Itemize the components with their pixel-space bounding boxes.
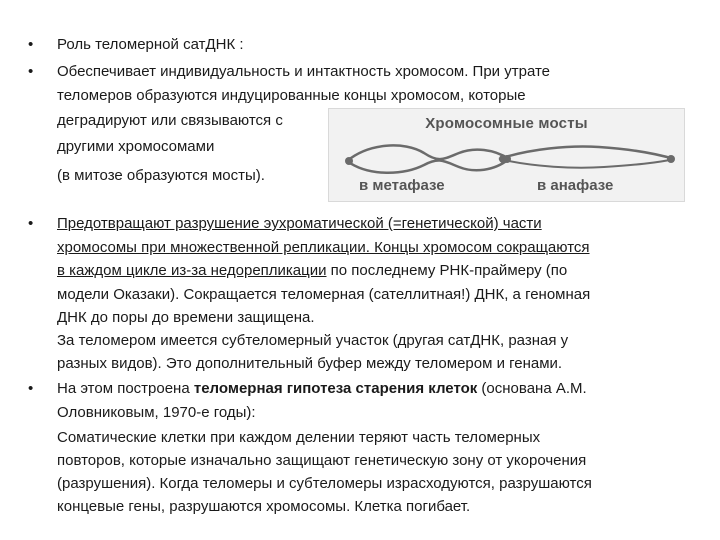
section3-line-1 — [57, 377, 587, 400]
section3-line-6: концевые гены, разрушаются хромосомы. Клетка погибает. — [57, 498, 471, 515]
anaphase-centromere-left — [499, 155, 507, 163]
section3-line-5: (разрушения). Когда теломеры и субтеломеры израсходуются, разрушаются — [57, 475, 592, 492]
bullet-4: • — [28, 380, 34, 397]
bullet-3: • — [28, 215, 34, 232]
section2-underlined-1: Предотвращают разрушение эухроматической (=генетической) части — [57, 215, 542, 232]
anaphase-centromere-right — [667, 155, 675, 163]
label-metaphase: в метафазе — [359, 177, 445, 194]
section1-line-3: деградируют или связываются с — [57, 112, 283, 129]
bullet-1: • — [28, 36, 34, 53]
section3-line-3: Соматические клетки при каждом делении теряют часть теломерных — [57, 429, 541, 446]
section3-line-2: Оловниковым, 1970-е годы): — [57, 404, 256, 421]
section2-line-6: За теломером имеется субтеломерный участок (другая сатДНК, разная у — [57, 332, 569, 349]
label-anaphase: в анафазе — [537, 177, 614, 194]
section1-line-4: другими хромосомами — [57, 138, 215, 155]
metaphase-chromosome-lower — [347, 159, 509, 173]
section2-underlined-3: в каждом цикле из-за недорепликации — [57, 262, 327, 279]
section3-line-4: повторов, которые изначально защищают генетическую зону от укорочения — [57, 452, 587, 469]
anaphase-bridge-upper — [499, 147, 674, 160]
section3-prefix: На этом построена — [57, 380, 194, 397]
section1-title: Роль теломерной сатДНК : — [57, 36, 244, 53]
section1-line-1: Обеспечивает индивидуальность и интактность хромосом. При утрате — [57, 63, 551, 80]
section3-bold: теломерная гипотеза старения клеток — [193, 380, 478, 397]
section1-line-2: теломеров образуются индуцированные концы хромосом, которые — [57, 87, 526, 104]
anaphase-bridge-lower — [499, 159, 674, 168]
chromosome-bridges-figure — [328, 108, 685, 202]
section2-line-7: разных видов). Это дополнительный буфер между теломером и генами. — [57, 355, 563, 372]
section1-line-5: (в митозе образуются мосты). — [57, 167, 265, 184]
section3-suffix: (основана А.М. — [477, 380, 587, 397]
section2-line-3 — [57, 259, 567, 282]
section2-underlined-2: хромосомы при множественной репликации. Концы хромосом сокращаются — [57, 239, 590, 256]
metaphase-centromere-left — [345, 157, 353, 165]
section2-line-4: модели Оказаки). Сокращается теломерная (сателлитная!) ДНК, а геномная — [57, 286, 591, 303]
figure-title: Хромосомные мосты — [425, 115, 588, 132]
section2-line-5: ДНК до поры до времени защищена. — [57, 309, 315, 326]
bullet-2: • — [28, 63, 34, 80]
metaphase-chromosome-upper — [347, 145, 509, 161]
section2-line-3-rest: по последнему РНК-праймеру (по — [326, 262, 568, 279]
